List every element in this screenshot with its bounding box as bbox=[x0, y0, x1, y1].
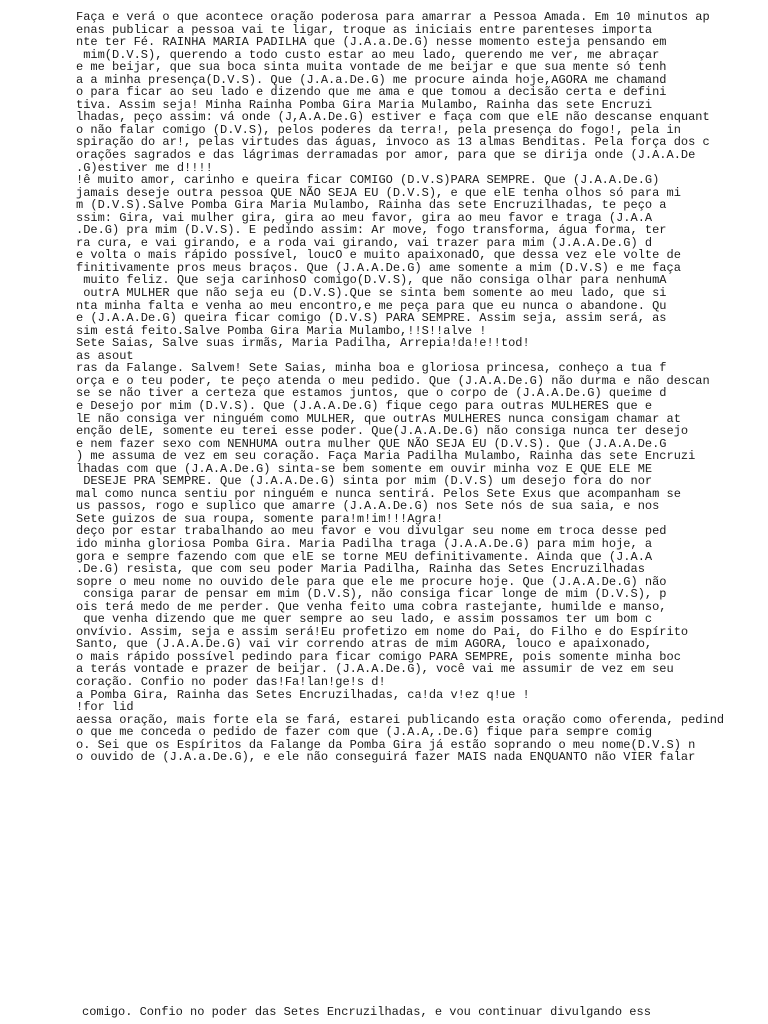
text-line: ras da Falange. Salvem! Sete Saias, minha boa e gloriosa princesa, conheço a tua f bbox=[76, 361, 667, 376]
text-line: a terás vontade e prazer de beijar. (J.A.A.De.G), você vai me assumir de vez em seu bbox=[76, 662, 674, 677]
text-line: lE não consiga ver ninguém como MULHER, que outrAs MULHERES nunca consigam chamar at bbox=[76, 411, 681, 426]
text-line: que venha dizendo que me quer sempre ao seu lado, e assim possamos ter um bom c bbox=[76, 612, 653, 627]
text-line: outrA MULHER que não seja eu (D.V.S).Que se sinta bem somente ao meu lado, que si bbox=[76, 286, 667, 301]
text-line: as asout bbox=[76, 348, 134, 363]
text-line: consiga parar de pensar em mim (D.V.S), não consiga ficar longe de mim (D.V.S), p bbox=[76, 587, 667, 602]
text-line: Sete Saias, Salve suas irmãs, Maria Padilha, Arrepia!da!e!!tod! bbox=[76, 336, 530, 351]
text-line: lhadas com que (J.A.A.De.G) sinta-se bem somente em ouvir minha voz E QUE ELE ME bbox=[76, 461, 653, 476]
text-line: ) me assuma de vez em seu coração. Faça Maria Padilha Mulambo, Rainha das sete Encruzi bbox=[76, 449, 696, 464]
text-line: enas publicar a pessoa vai te ligar, troque as iniciais entre parenteses importa bbox=[76, 22, 653, 37]
text-line: m (D.V.S).Salve Pomba Gira Maria Mulambo, Rainha das sete Encruzilhadas, te peço a bbox=[76, 198, 667, 213]
text-line: !for lid bbox=[76, 700, 134, 715]
text-line: a a minha presença(D.V.S). Que (J.A.a.De.G) me procure ainda hoje,AGORA me chamand bbox=[76, 72, 667, 87]
text-line: se se não tiver a certeza que estamos juntos, que o corpo de (J.A.A.De.G) queime d bbox=[76, 386, 667, 401]
text-line: us passos, rogo e suplico que amarre (J.A.A.De.G) nos Sete nós de sua saia, e nos bbox=[76, 499, 660, 514]
text-line: Faça e verá o que acontece oração poderosa para amarrar a Pessoa Amada. Em 10 minutos ap bbox=[76, 10, 710, 24]
text-line: coração. Confio no poder das!Fa!lan!ge!s d! bbox=[76, 674, 386, 689]
text-line: e volta o mais rápido possível, loucO e muito apaixonadO, que dessa vez ele volte de bbox=[76, 248, 681, 263]
text-line: jamais deseje outra pessoa QUE NÃO SEJA EU (D.V.S), e que elE tenha olhos só para mi bbox=[76, 185, 681, 200]
text-line: finitivamente pros meus braços. Que (J.A.A.De.G) ame somente a mim (D.V.S) e me faça bbox=[76, 260, 681, 275]
text-line: e me beijar, que sua boca sinta muita vontade de me beijar e que sua mente só tenh bbox=[76, 60, 667, 75]
text-line: enção delE, somente eu terei esse poder. Que(J.A.A.De.G) não consiga nunca ter desejo bbox=[76, 424, 689, 439]
text-line: orça e o teu poder, te peço atenda o meu pedido. Que (J.A.A.De.G) não durma e não descan bbox=[76, 373, 710, 388]
prayer-text-block bbox=[76, 11, 724, 764]
text-line: onvívio. Assim, seja e assim será!Eu profetizo em nome do Pai, do Filho e do Espírito bbox=[76, 624, 689, 639]
text-line: DESEJE PRA SEMPRE. Que (J.A.A.De.G) sinta por mim (D.V.S) um desejo fora do nor bbox=[76, 474, 653, 489]
text-line: tiva. Assim seja! Minha Rainha Pomba Gira Maria Mulambo, Rainha das sete Encruzi bbox=[76, 97, 653, 112]
text-line: muito feliz. Que seja carinhosO comigo(D.V.S), que não consiga olhar para nenhumA bbox=[76, 273, 667, 288]
text-line: o para ficar ao seu lado e dizendo que me ama e que tomou a decisão certa e defini bbox=[76, 85, 667, 100]
text-line: o que me conceda o pedido de fazer com que (J.A.A,.De.G) fique para sempre comig bbox=[76, 725, 653, 740]
text-line: mal como nunca sentiu por ninguém e nunca sentirá. Pelos Sete Exus que acompanham se bbox=[76, 486, 681, 501]
text-line: o mais rápido possível pedindo para ficar comigo PARA SEMPRE, pois somente minha boc bbox=[76, 649, 681, 664]
text-line: !ê muito amor, carinho e queira ficar COMIGO (D.V.S)PARA SEMPRE. Que (J.A.A.De.G) bbox=[76, 173, 660, 188]
text-line: spiração do ar!, pelas virtudes das águas, invoco as 13 almas Benditas. Pela força dos c bbox=[76, 135, 710, 150]
text-line: sopre o meu nome no ouvido dele para que ele me procure hoje. Que (J.A.A.De.G) não bbox=[76, 574, 667, 589]
text-line: lhadas, peço assim: vá onde (J,A.A.De.G) estiver e faça com que elE não descanse enquant bbox=[76, 110, 710, 125]
text-line: nte ter Fé. RAINHA MARIA PADILHA que (J.A.a.De.G) nesse momento esteja pensando em bbox=[76, 35, 667, 50]
text-line: deço por estar trabalhando ao meu favor e vou divulgar seu nome em troca desse ped bbox=[76, 524, 667, 539]
text-line: ra cura, e vai girando, e a roda vai girando, vai trazer para mim (J.A.A.De.G) d bbox=[76, 235, 653, 250]
text-line: .G)estiver me d!!!! bbox=[76, 160, 213, 175]
text-line: o ouvido de (J.A.a.De.G), e ele não conseguirá fazer MAIS nada ENQUANTO não VIER falar bbox=[76, 750, 696, 765]
text-line: Santo, que (J.A.A.De.G) vai vir correndo atras de mim AGORA, louco e apaixonado, bbox=[76, 637, 653, 652]
text-line: nta minha falta e venha ao meu encontro,e me peça para que eu nunca o abandone. Qu bbox=[76, 298, 667, 313]
text-line: sim está feito.Salve Pomba Gira Maria Mulambo,!!S!!alve ! bbox=[76, 323, 487, 338]
text-line: e (J.A.A.De.G) queira ficar comigo (D.V.S) PARA SEMPRE. Assim seja, assim será, as bbox=[76, 311, 667, 326]
text-line: .De.G) resista, que com seu poder Maria Padilha, Rainha das Setes Encruzilhadas bbox=[76, 562, 645, 577]
text-line: ido minha gloriosa Pomba Gira. Maria Padilha traga (J.A.A.De.G) para mim hoje, a bbox=[76, 536, 653, 551]
footer-text-line: comigo. Confio no poder das Setes Encruzilhadas, e vou continuar divulgando ess bbox=[82, 1005, 651, 1019]
text-line: a Pomba Gira, Rainha das Setes Encruzilhadas, ca!da v!ez q!ue ! bbox=[76, 687, 530, 702]
text-line: mim(D.V.S), querendo a todo custo estar ao meu lado, querendo me ver, me abraçar bbox=[76, 47, 660, 62]
text-line: aessa oração, mais forte ela se fará, estarei publicando esta oração como oferenda, pedind bbox=[76, 712, 725, 727]
text-line: ssim: Gira, vai mulher gira, gira ao meu favor, gira ao meu favor e traga (J.A.A bbox=[76, 210, 653, 225]
text-line: Sete guizos de sua roupa, somente para!m!im!!!Agra! bbox=[76, 511, 444, 526]
text-line: o. Sei que os Espíritos da Falange da Pomba Gira já estão soprando o meu nome(D.V.S) n bbox=[76, 737, 696, 752]
text-line: gora e sempre fazendo com que elE se torne MEU definitivamente. Ainda que (J.A.A bbox=[76, 549, 653, 564]
text-line: o não falar comigo (D.V.S), pelos poderes da terra!, pela presença do fogo!, pela in bbox=[76, 122, 681, 137]
text-line: .De.G) pra mim (D.V.S). E pedindo assim: Ar move, fogo transforma, água forma, ter bbox=[76, 223, 667, 238]
text-line: orações sagrados e das lágrimas derramadas por amor, para que se dirija onde (J.A.A.De bbox=[76, 148, 696, 163]
text-line: ois terá medo de me perder. Que venha feito uma cobra rastejante, humilde e manso, bbox=[76, 599, 667, 614]
text-line: e Desejo por mim (D.V.S). Que (J.A.A.De.G) fique cego para outras MULHERES que e bbox=[76, 398, 653, 413]
text-line: e nem fazer sexo com NENHUMA outra mulher QUE NÃO SEJA EU (D.V.S). Que (J.A.A.De.G bbox=[76, 436, 667, 451]
